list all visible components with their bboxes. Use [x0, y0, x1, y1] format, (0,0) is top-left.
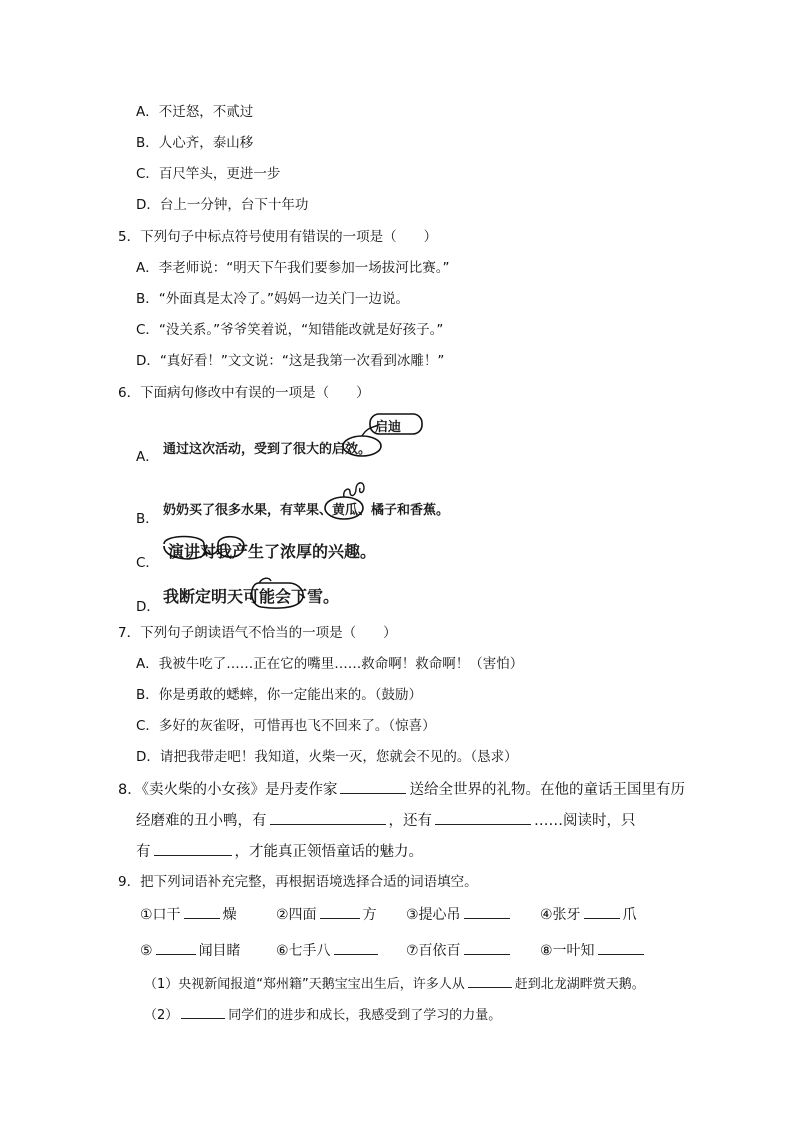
q9-blank-4[interactable] — [584, 904, 620, 919]
q6-option-c-sentence: 演讲对我产生了浓厚的兴趣。 — [168, 542, 377, 561]
q6-option-d-sentence: 我断定明天可能会下雪。 — [163, 587, 340, 606]
q9-idiom-8: ⑧一叶知 — [540, 940, 647, 961]
q5-option-b: B．“外面真是太冷了。”妈妈一边关门一边说。 — [136, 291, 409, 307]
q6-option-a-label: A． — [136, 449, 159, 465]
q9-idiom-7: ⑦百依百 — [406, 940, 513, 961]
q9-blank-8[interactable] — [598, 940, 644, 955]
q7-stem: 7．下列句子朗读语气不恰当的一项是（ ） — [118, 625, 397, 641]
q5-option-c: C．“没关系。”爷爷笑着说，“知错能改就是好孩子。” — [136, 322, 444, 338]
q9-idiom-3: ③提心吊 — [406, 904, 513, 925]
q8-line-3: 有 ，才能真正领悟童话的魅力。 — [136, 840, 423, 864]
q4-option-a: A．不迁怒，不贰过 — [136, 104, 254, 120]
q6-option-b-sentence: 奶奶买了很多水果，有苹果、黄瓜、橘子和香蕉。 — [163, 503, 450, 518]
q7-option-b: B．你是勇敢的蟋蟀，你一定能出来的。（鼓励） — [136, 687, 423, 703]
q6-option-c-label: C． — [136, 555, 159, 571]
q8-blank-story-1[interactable] — [270, 810, 386, 825]
q9-idiom-4: ④张牙 爪 — [540, 904, 637, 925]
q6-a-circled-word: 启效 — [332, 442, 359, 457]
q9-blank-5[interactable] — [156, 940, 196, 955]
q8-blank-author[interactable] — [340, 779, 406, 794]
q4-option-c: C．百尺竿头，更进一步 — [136, 166, 281, 182]
q6-c-circled-word-2: 我 — [216, 542, 233, 561]
q9-sentence-2: （2） 同学们的进步和成长，我感受到了学习的力量。 — [144, 1004, 501, 1026]
q9-sentence-2-blank[interactable] — [181, 1004, 225, 1019]
q6-c-circled-word-1: 演讲 — [168, 542, 201, 561]
q7-option-d: D．请把我带走吧！我知道，火柴一灭，您就会不见的。（恳求） — [136, 749, 518, 765]
q9-idiom-6: ⑥七手八 — [276, 940, 381, 961]
q9-blank-6[interactable] — [334, 940, 378, 955]
q9-sentence-1-blank[interactable] — [468, 973, 512, 988]
q9-blank-1[interactable] — [184, 904, 220, 919]
q8-line-2: 经磨难的丑小鸭，有 ，还有 ……阅读时，只 — [136, 809, 636, 833]
q4-option-b: B．人心齐，泰山移 — [136, 135, 254, 151]
q9-stem: 9．把下列词语补充完整，再根据语境选择合适的词语填空。 — [118, 874, 478, 890]
q9-blank-7[interactable] — [464, 940, 510, 955]
q5-option-a: A．李老师说：“明天下午我们要参加一场拔河比赛。” — [136, 260, 450, 276]
q6-c-swap-mark — [158, 532, 258, 566]
q8-blank-story-2[interactable] — [435, 810, 531, 825]
q9-sentence-1: （1）央视新闻报道“郑州籍”天鹅宝宝出生后，许多人从 赶到北龙湖畔赏天鹅。 — [144, 973, 645, 995]
q7-option-c: C．多好的灰雀呀，可惜再也飞不回来了。（惊喜） — [136, 718, 436, 734]
q6-option-b-label: B． — [136, 511, 159, 527]
q6-d-circled-word: 可能 — [243, 587, 276, 606]
q8-blank-condition[interactable] — [154, 841, 232, 856]
q6-option-d-label: D． — [136, 599, 160, 615]
q6-stem: 6．下面病句修改中有误的一项是（ ） — [118, 385, 370, 401]
q9-blank-3[interactable] — [464, 904, 510, 919]
q7-option-a: A．我被牛吃了……正在它的嘴里……救命啊！救命啊！（害怕） — [136, 656, 524, 672]
q6-option-a-sentence: 通过这次活动，受到了很大的启效。 — [163, 442, 372, 457]
q5-stem: 5．下列句子中标点符号使用有错误的一项是（ ） — [118, 229, 438, 245]
q9-idiom-1: ①口干 燥 — [140, 904, 237, 925]
q9-blank-2[interactable] — [320, 904, 360, 919]
q8-line-1: 8．《卖火柴的小女孩》是丹麦作家 送给全世界的礼物。在他的童话王国里有历 — [118, 778, 685, 802]
q5-option-d: D．“真好看！”文文说：“这是我第一次看到冰雕！” — [136, 353, 445, 369]
q6-b-deletion-mark — [320, 476, 390, 522]
q6-a-correction-text: 启迪 — [375, 420, 402, 435]
q6-b-circled-word: 黄瓜 — [332, 503, 359, 518]
q9-idiom-5: ⑤ 闻目睹 — [140, 940, 241, 961]
q6-d-deletion-mark — [245, 575, 315, 615]
q9-idiom-2: ②四面 方 — [276, 904, 377, 925]
q4-option-d: D．台上一分钟，台下十年功 — [136, 197, 309, 213]
